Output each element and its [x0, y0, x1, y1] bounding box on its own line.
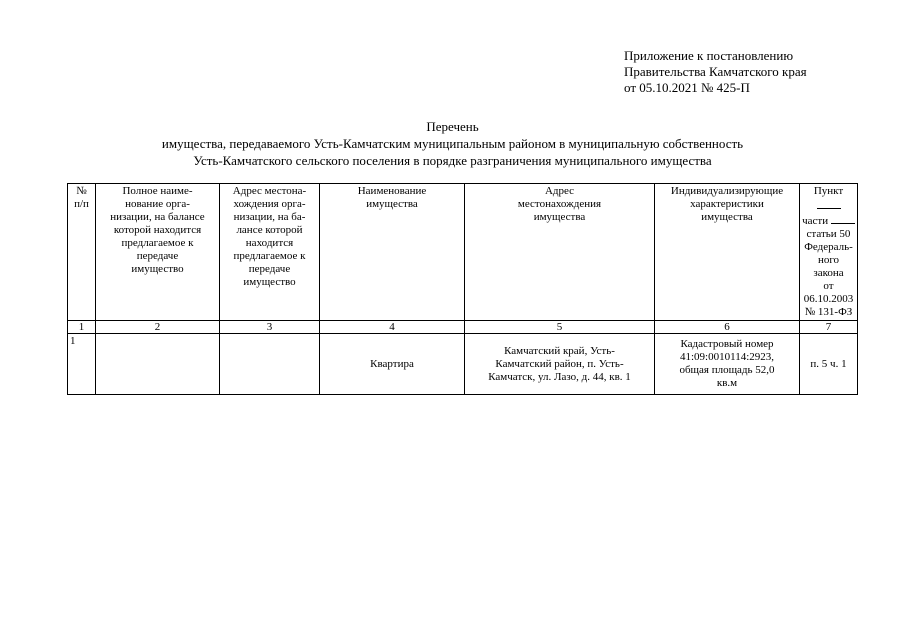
header-property-address [465, 184, 655, 321]
appendix-block [624, 48, 807, 96]
column-number-row [68, 321, 858, 334]
cell-line: хождения орга- [233, 198, 306, 210]
cell-line: находится [245, 237, 294, 249]
cell-line: Камчатский край, Усть- [504, 344, 615, 357]
cell-line: которой находится [113, 224, 202, 236]
property-table [67, 183, 858, 395]
cell-line: Кадастровый номер [680, 338, 774, 350]
appendix-line-1: Приложение к постановлению [624, 48, 794, 63]
cell-line: низации, на балансе [110, 211, 205, 223]
cell-line: кв.м [716, 377, 738, 389]
cell-line: имущество [243, 276, 296, 288]
cell-line: от [823, 280, 834, 292]
appendix-line-3: от 05.10.2021 № 425-П [624, 80, 750, 95]
row-org-address [220, 334, 320, 395]
table-header-row [68, 184, 858, 321]
cell-line: 41:09:0010114:2923, [679, 351, 774, 363]
cell-line: предлагаемое к [121, 237, 194, 249]
table-row [68, 334, 858, 395]
cell-line: характеристики [690, 198, 764, 210]
cell-line: части [802, 215, 829, 227]
cell-line: статьи 50 [806, 228, 851, 240]
cell-line: ного закона [813, 254, 844, 279]
column-number: 3 [220, 321, 320, 334]
cell-line: Наименование [357, 185, 427, 197]
row-organization [96, 334, 220, 395]
document-title [0, 118, 905, 169]
cell-line: Пункт [813, 185, 844, 197]
cell-line: низации, на ба- [233, 211, 306, 223]
cell-line: предлагаемое к [233, 250, 306, 262]
column-number: 2 [96, 321, 220, 334]
cell-line: № 131-ФЗ [804, 306, 853, 318]
fill-in-blank [831, 213, 855, 224]
column-number: 5 [465, 321, 655, 334]
appendix-line-2: Правительства Камчатского края [624, 64, 807, 79]
cell-line: имущества [533, 211, 586, 223]
row-law-clause: п. 5 ч. 1 [800, 334, 858, 395]
fill-in-blank [817, 198, 841, 209]
cell-line: лансе которой [236, 224, 303, 236]
header-number [68, 184, 96, 321]
cell-line: имущества [366, 198, 418, 210]
column-number: 1 [68, 321, 96, 334]
cell-line: передаче [136, 250, 179, 262]
cell-line: Индивидуализирующие [670, 185, 784, 197]
cell-line: нование орга- [125, 198, 190, 210]
cell-line: Адрес местона- [232, 185, 307, 197]
cell-line: Федераль- [804, 241, 853, 253]
column-number: 6 [655, 321, 800, 334]
row-characteristics [655, 334, 800, 395]
header-characteristics [655, 184, 800, 321]
header-law-clause [800, 184, 858, 321]
cell-line: имущества [701, 211, 753, 223]
row-property-name: Квартира [320, 334, 465, 395]
header-organization [96, 184, 220, 321]
row-property-address [465, 334, 655, 395]
header-property-name [320, 184, 465, 321]
cell-line: Камчатск, ул. Лазо, д. 44, кв. 1 [488, 370, 631, 383]
cell-line: местонахождения [517, 198, 602, 210]
cell-line: имущество [131, 263, 184, 275]
title-line-1: Перечень [426, 119, 479, 134]
cell-line: Камчатский район, п. Усть- [495, 357, 624, 370]
cell-line: передаче [248, 263, 291, 275]
title-line-3: Усть-Камчатского сельского поселения в порядке разграничения муниципального имущества [193, 153, 712, 168]
title-line-2: имущества, передаваемого Усть-Камчатским муниципальным районом в муниципальную собственность [161, 136, 744, 151]
cell-line: общая площадь 52,0 [679, 364, 775, 376]
cell-line: № [76, 185, 87, 197]
cell-line: Адрес [544, 185, 575, 197]
column-number: 4 [320, 321, 465, 334]
column-number: 7 [800, 321, 858, 334]
header-org-address [220, 184, 320, 321]
cell-line: п/п [74, 198, 89, 210]
row-number: 1 [68, 334, 96, 395]
cell-line: Полное наиме- [122, 185, 193, 197]
cell-line: 06.10.2003 [803, 293, 854, 305]
